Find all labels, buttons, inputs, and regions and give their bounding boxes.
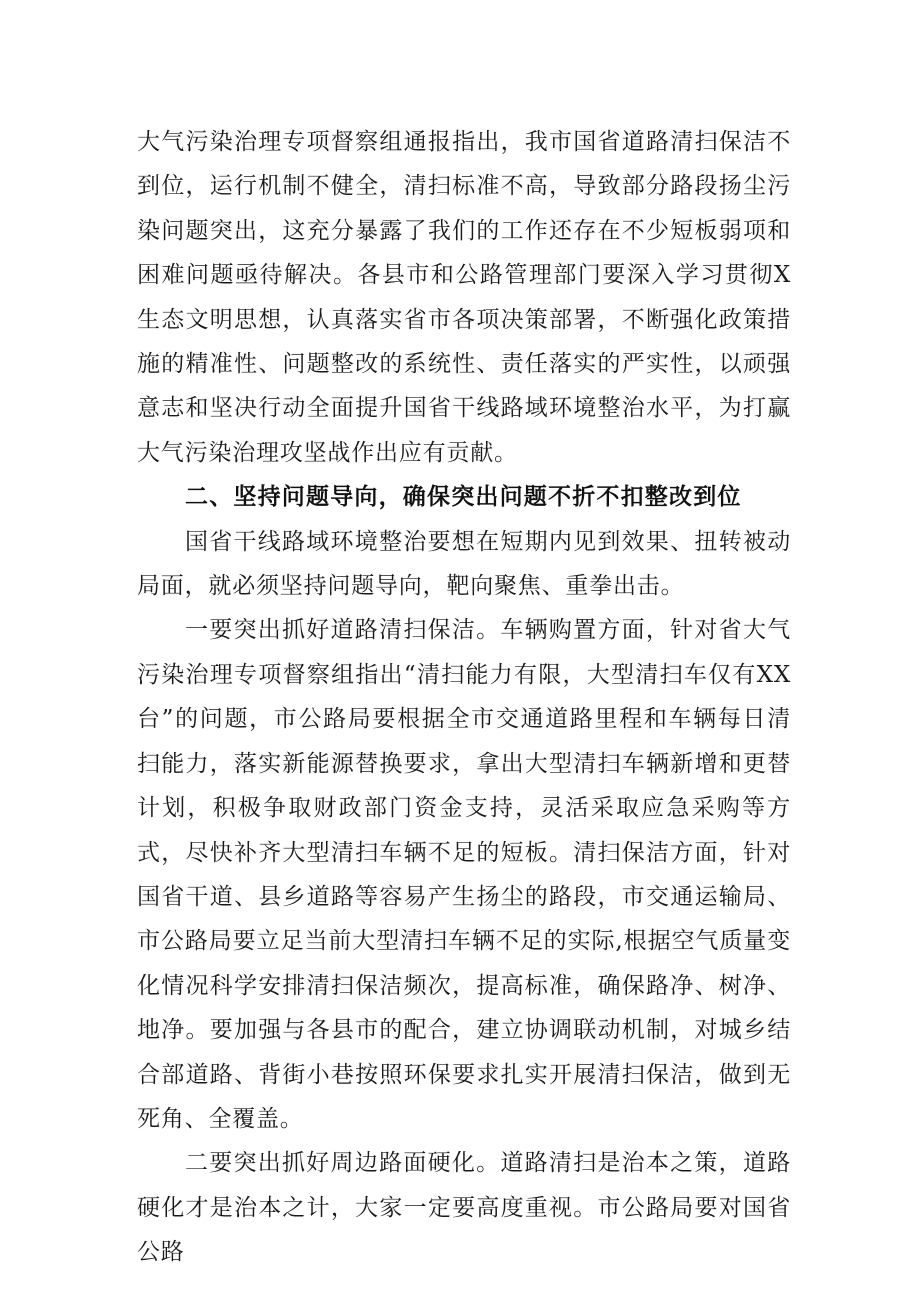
document-body [137, 120, 791, 1275]
paragraph-road-hardening: 二要突出抓好周边路面硬化。道路清扫是治本之策，道路硬化才是治本之计，大家一定要高度重视。市公路局要对国省公路 [137, 1150, 791, 1266]
paragraph-road-cleaning: 一要突出抓好道路清扫保洁。车辆购置方面，针对省大气污染治理专项督察组指出“清扫能力有限，大型清扫车仅有XX台”的问题，市公路局要根据全市交通道路里程和车辆每日清扫能力，落实新能源替换要求，拿出大型清扫车辆新增和更替计划，积极争取财政部门资金支持，灵活采取应急采购等方式，尽快补齐大型清扫车辆不足的短板。清扫保洁方面，针对国省干道、县乡道路等容易产生扬尘的路段，市交通运输局、市公路局要立足当前大型清扫车辆不足的实际,根据空气质量变化情况科学安排清扫保洁频次，提高标准，确保路净、树净、地净。要加强与各县市的配合，建立协调联动机制，对城乡结合部道路、背街小巷按照环保要求扎实开展清扫保洁，做到无死角、全覆盖。 [137, 617, 791, 1132]
paragraph-problem-orientation: 国省干线路域环境整治要想在短期内见到效果、扭转被动局面，就必须坚持问题导向，靶向聚焦、重拳出击。 [137, 528, 791, 600]
paragraph-intro: 大气污染治理专项督察组通报指出，我市国省道路清扫保洁不到位，运行机制不健全，清扫标准不高，导致部分路段扬尘污染问题突出，这充分暴露了我们的工作还存在不少短板弱项和困难问题亟待解决。各县市和公路管理部门要深入学习贯彻X生态文明思想，认真落实省市各项决策部署，不断强化政策措施的精准性、问题整改的系统性、责任落实的严实性，以顽强意志和坚决行动全面提升国省干线路域环境整治水平，为打赢大气污染治理攻坚战作出应有贡献。 [137, 129, 791, 466]
section-heading-2: 二、坚持问题导向，确保突出问题不折不扣整改到位 [185, 484, 742, 511]
